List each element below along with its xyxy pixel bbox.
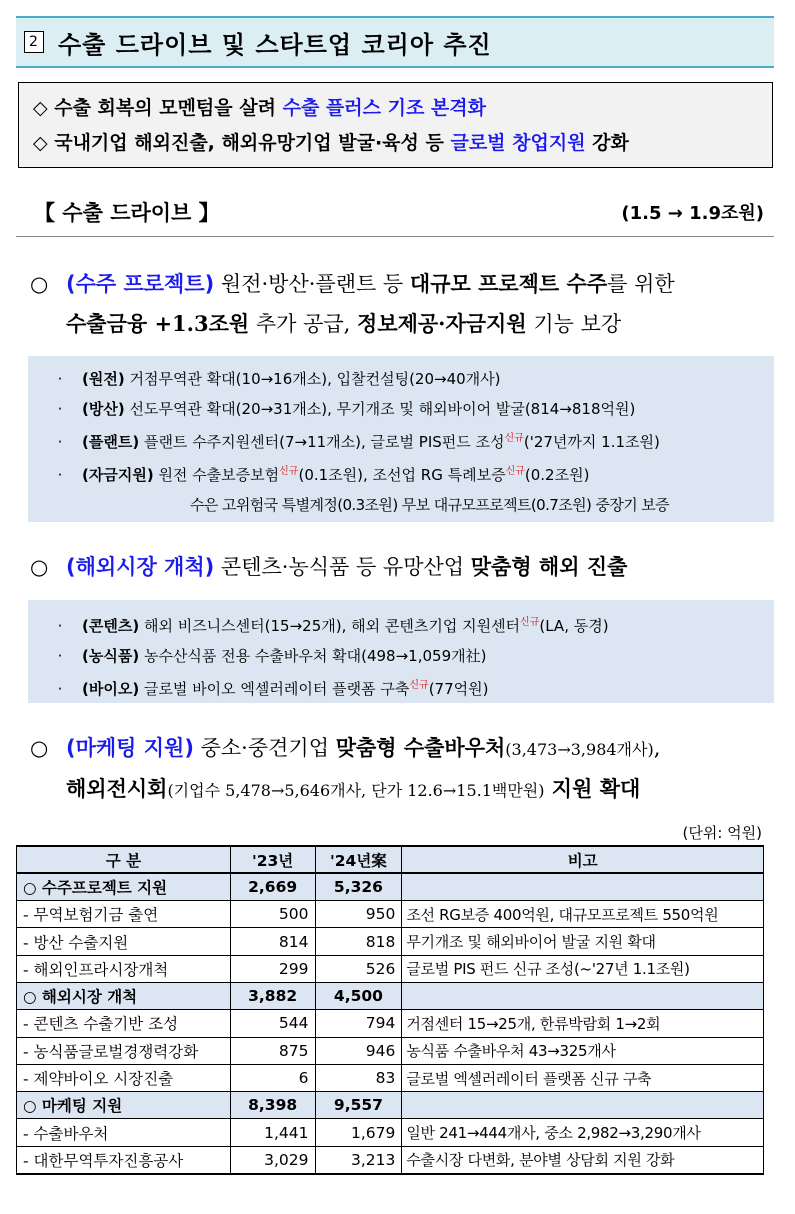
paragraph-text: 를 위한 [607,272,675,296]
row-2024: 5,326 [315,873,402,900]
overseas-market-detail-box [28,600,774,703]
row-2024: 83 [315,1064,402,1091]
detail-text: 선도무역관 확대(20→31개소), 무기개조 및 해외바이어 발굴(814→818억원) [124,400,636,418]
table-row [17,1064,764,1091]
row-name: - 무역보험기금 출연 [17,901,231,928]
paragraph-line-2 [30,769,775,810]
summary-line-2 [33,126,758,161]
paragraph-text: , [653,736,661,760]
paragraph-overseas-market [30,547,775,587]
summary-box [18,82,773,168]
header-2024: '24년案 [315,846,402,873]
circle-bullet: ○ [30,272,49,296]
row-note: 글로벌 엑셀러레이터 플랫폼 신규 구축 [402,1064,764,1091]
row-note: 수출시장 다변화, 분야별 상담회 지원 강화 [402,1146,764,1173]
paragraph-bold: 수출금융 +1.3조원 [66,311,250,336]
bullet: · [57,466,63,484]
row-2024: 526 [315,955,402,982]
summary-line-2-text: ◇ 국내기업 해외진출, 해외유망기업 발굴·육성 등 [33,132,451,154]
summary-line-1-highlight: 수출 플러스 기조 본격화 [282,97,486,119]
row-note [402,873,764,900]
row-note: 글로벌 PIS 펀드 신규 조성(~'27년 1.1조원) [402,955,764,982]
paragraph-marketing [30,728,775,810]
section-number: 2 [24,31,44,53]
paragraph-text: 추가 공급, [249,312,358,336]
table-row [17,1010,764,1037]
detail-text: 글로벌 바이오 엑셀러레이터 플랫폼 구축 [139,680,410,698]
detail-row-agrifood [38,641,764,671]
table-row [17,955,764,982]
bullet: · [57,617,63,635]
paragraph-small: (기업수 5,478→5,646개사, 단가 12.6→15.1백만원) [167,781,545,800]
circle-bullet: ○ [30,736,49,760]
row-note: 거점센터 15→25개, 한류박람회 1→2회 [402,1010,764,1037]
row-2024: 818 [315,928,402,955]
export-drive-title: 【 수출 드라이브 】 [34,200,220,225]
detail-label: (방산) [82,400,125,418]
detail-text: (0.1조원), 조선업 RG 특례보증 [298,466,506,484]
paragraph-bold: 정보제공·자금지원 [357,311,527,336]
row-note [402,982,764,1009]
row-2024: 946 [315,1037,402,1064]
new-mark: 신규 [279,466,299,477]
table-row [17,1037,764,1064]
table-group-row [17,982,764,1009]
detail-row-defense [38,394,764,424]
bullet: · [57,647,63,665]
row-2023: 3,029 [230,1146,315,1173]
paragraph-bold: 지원 확대 [544,776,641,801]
row-note [402,1092,764,1119]
row-note: 조선 RG보증 400억원, 대규모프로젝트 550억원 [402,901,764,928]
row-name: - 제약바이오 시장진출 [17,1064,231,1091]
table-row [17,1146,764,1173]
row-name: - 콘텐츠 수출기반 조성 [17,1010,231,1037]
new-mark: 신규 [505,466,525,477]
row-name: - 농식품글로벌경쟁력강화 [17,1037,231,1064]
row-name: ○ 해외시장 개척 [17,982,231,1009]
paragraph-bold: 맞춤형 해외 진출 [470,554,628,579]
bullet: · [57,680,63,698]
bullet: · [57,370,63,388]
bullet: · [57,433,63,451]
summary-line-2-suffix: 강화 [585,132,629,154]
row-2023: 299 [230,955,315,982]
new-mark: 신규 [520,617,540,628]
row-2024: 9,557 [315,1092,402,1119]
detail-text: 플랜트 수주지원센터(7→11개소), 글로벌 PIS펀드 조성 [139,433,505,451]
row-2023: 875 [230,1037,315,1064]
new-mark: 신규 [504,433,524,444]
row-name: ○ 수주프로젝트 지원 [17,873,231,900]
row-2024: 1,679 [315,1119,402,1146]
table-row [17,928,764,955]
order-project-detail-box [28,356,774,522]
detail-text: ('27년까지 1.1조원) [523,433,660,451]
paragraph-small: (3,473→3,984개사) [505,740,654,759]
detail-label: (농식품) [82,647,140,665]
row-note: 무기개조 및 해외바이어 발굴 지원 확대 [402,928,764,955]
paragraph-text: 콘텐츠·농식품 등 유망산업 [214,555,471,579]
detail-label: (바이오) [82,680,140,698]
table-group-row [17,873,764,900]
circle-bullet: ○ [30,555,49,579]
row-name: - 방산 수출지원 [17,928,231,955]
header-2023: '23년 [230,846,315,873]
paragraph-text: 기능 보강 [526,312,622,336]
table-row [17,1119,764,1146]
row-2024: 4,500 [315,982,402,1009]
header-note: 비고 [402,846,764,873]
row-2023: 6 [230,1064,315,1091]
new-mark: 신규 [409,680,429,691]
export-drive-amount: (1.5 → 1.9조원) [621,202,764,224]
detail-text: (0.2조원) [524,466,590,484]
unit-label: (단위: 억원) [682,824,762,842]
row-2023: 8,398 [230,1092,315,1119]
row-name: - 수출바우처 [17,1119,231,1146]
row-2023: 3,882 [230,982,315,1009]
detail-text: (LA, 동경) [539,617,609,635]
section-title-bar [16,16,774,68]
paragraph-label: (수주 프로젝트) [66,272,215,296]
summary-line-1-text: ◇ 수출 회복의 모멘텀을 살려 [33,97,283,119]
row-name: ○ 마케팅 지원 [17,1092,231,1119]
paragraph-order-project [30,264,775,344]
detail-text: 거점무역관 확대(10→16개소), 입찰컨설팅(20→40개사) [124,370,501,388]
row-2023: 500 [230,901,315,928]
row-note: 일반 241→444개사, 중소 2,982→3,290개사 [402,1119,764,1146]
detail-text: 해외 비즈니스센터(15→25개), 해외 콘텐츠기업 지원센터 [139,617,521,635]
paragraph-line-2 [30,304,775,344]
table-header-row [17,846,764,873]
table-group-row [17,1092,764,1119]
row-2023: 814 [230,928,315,955]
summary-line-1 [33,91,758,126]
budget-table [16,845,764,1175]
paragraph-label: (마케팅 지원) [66,736,194,760]
bullet: · [57,400,63,418]
header-category: 구 분 [17,846,231,873]
row-2023: 544 [230,1010,315,1037]
row-name: - 해외인프라시장개척 [17,955,231,982]
row-2024: 950 [315,901,402,928]
row-2024: 3,213 [315,1146,402,1173]
paragraph-text: 중소·중견기업 [193,736,336,760]
detail-label: (콘텐츠) [82,617,140,635]
row-2024: 794 [315,1010,402,1037]
row-2023: 1,441 [230,1119,315,1146]
paragraph-label: (해외시장 개척) [66,555,215,579]
section-title: 수출 드라이브 및 스타트업 코리아 추진 [58,30,492,59]
detail-text: 원전 수출보증보험 [153,466,280,484]
paragraph-text: 원전·방산·플랜트 등 [214,272,410,296]
row-name: - 대한무역투자진흥공사 [17,1146,231,1173]
summary-line-2-highlight: 글로벌 창업지원 [450,132,586,154]
table-row [17,901,764,928]
row-2023: 2,669 [230,873,315,900]
detail-label: (플랜트) [82,433,140,451]
row-note: 농식품 수출바우처 43→325개사 [402,1037,764,1064]
detail-row-funding-cont: 수은 고위험국 특별계정(0.3조원) 무보 대규모프로젝트(0.7조원) 중장기 보증 [190,496,670,514]
detail-row-nuclear [38,364,764,394]
detail-text: 농수산식품 전용 수출바우처 확대(498→1,059개社) [139,647,487,665]
detail-row-funding [38,457,764,490]
detail-label: (원전) [82,370,125,388]
export-drive-header [16,193,774,237]
detail-row-plant [38,424,764,457]
detail-label: (자금지원) [82,466,154,484]
paragraph-bold: 해외전시회 [66,776,168,801]
detail-row-bio [38,671,764,704]
detail-row-contents [38,608,764,641]
detail-text: (77억원) [428,680,489,698]
paragraph-bold: 대규모 프로젝트 수주 [409,271,608,296]
paragraph-bold: 맞춤형 수출바우처 [335,735,506,760]
